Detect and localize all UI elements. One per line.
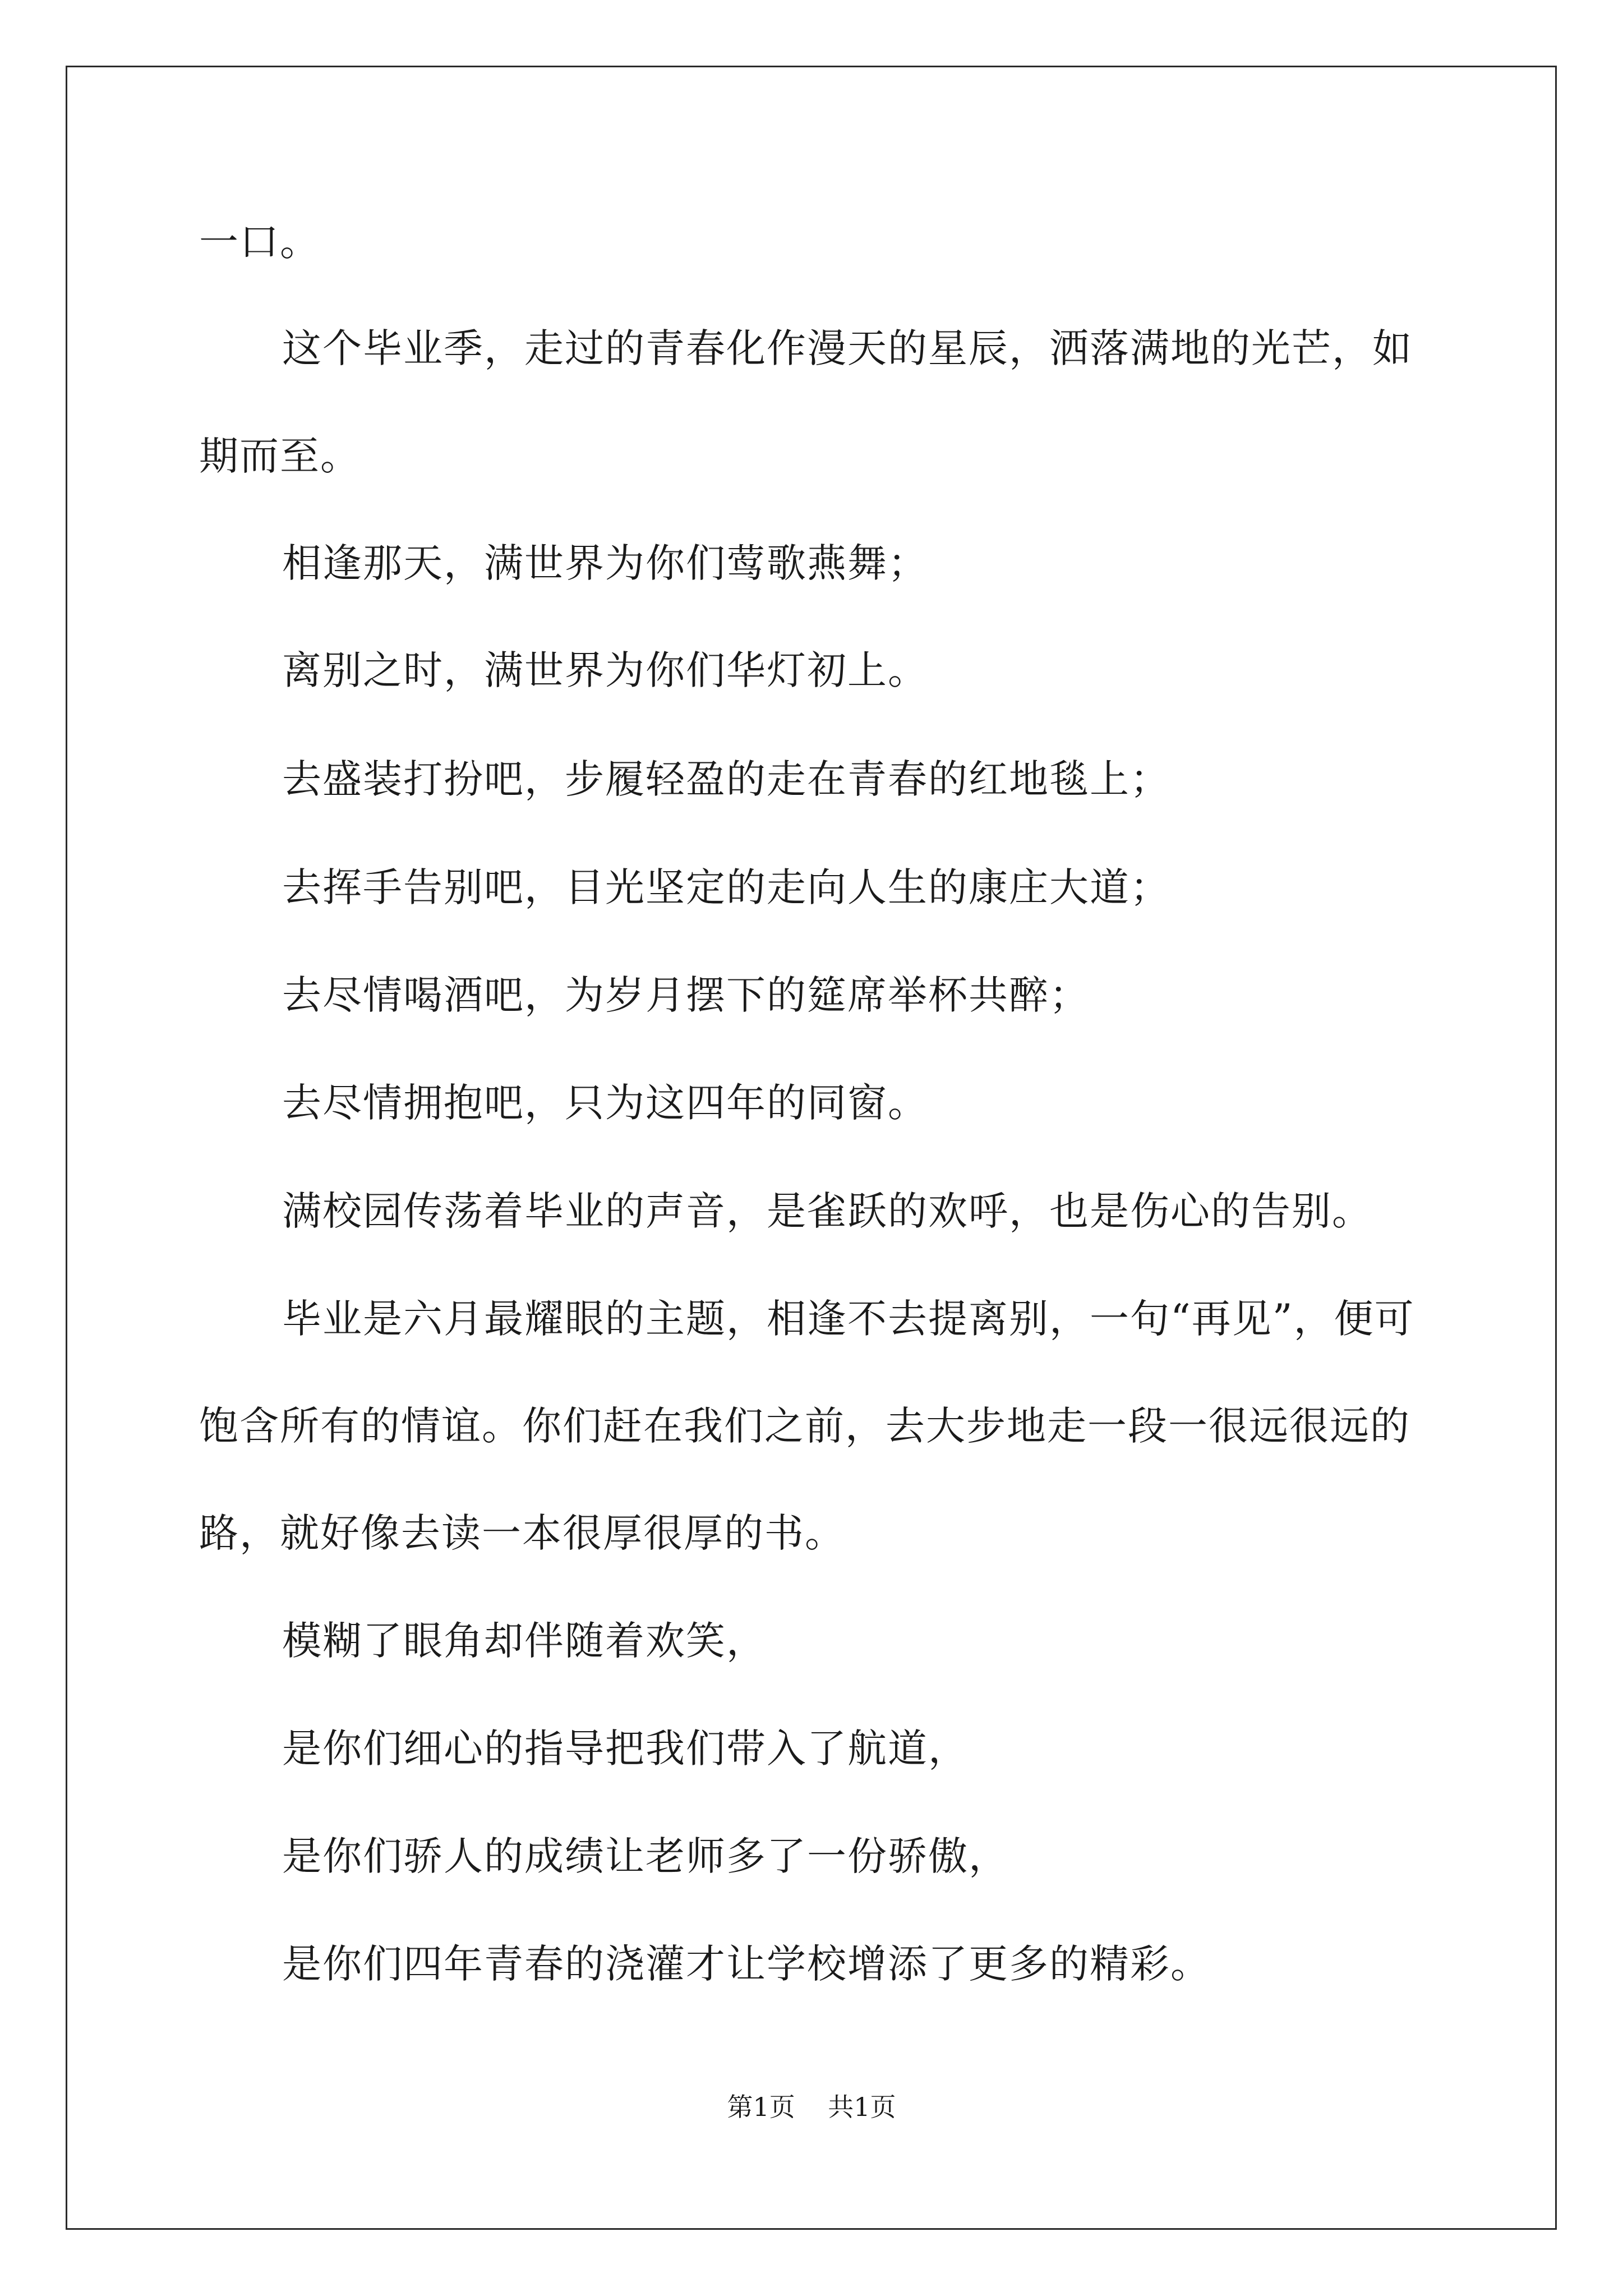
- text-line: 去盛装打扮吧，步履轻盈的走在青春的红地毯上；: [282, 756, 1170, 802]
- text-line: 是你们细心的指导把我们带入了航道，: [282, 1726, 969, 1772]
- page-number-footer: 第1页 共1页: [727, 2092, 896, 2122]
- text-line: 模糊了眼角却伴随着欢笑，: [282, 1618, 767, 1664]
- text-line: 饱含所有的情谊。你们赶在我们之前，去大步地走一段一很远很远的: [199, 1403, 1410, 1449]
- text-line: 满校园传荡着毕业的声音，是雀跃的欢呼，也是伤心的告别。: [282, 1188, 1372, 1234]
- text-line: 一口。: [199, 219, 320, 265]
- text-line: 离别之时，满世界为你们华灯初上。: [282, 647, 928, 693]
- text-line: 期而至。: [199, 433, 361, 479]
- text-line: 去挥手告别吧，目光坚定的走向人生的康庄大道；: [282, 864, 1170, 910]
- page-border: [66, 66, 1557, 2230]
- text-line: 去尽情喝酒吧，为岁月摆下的筵席举杯共醉；: [282, 972, 1090, 1018]
- text-line: 相逢那天，满世界为你们莺歌燕舞；: [282, 540, 928, 586]
- text-line: 是你们四年青春的浇灌才让学校增添了更多的精彩。: [282, 1941, 1211, 1987]
- text-line: 是你们骄人的成绩让老师多了一份骄傲，: [282, 1833, 1009, 1879]
- text-line: 去尽情拥抱吧，只为这四年的同窗。: [282, 1080, 928, 1126]
- text-line: 毕业是六月最耀眼的主题，相逢不去提离别，一句“再见”，便可: [282, 1296, 1415, 1342]
- text-line: 这个毕业季，走过的青春化作漫天的星辰，洒落满地的光芒，如: [282, 325, 1413, 371]
- text-line: 路，就好像去读一本很厚很厚的书。: [199, 1510, 845, 1556]
